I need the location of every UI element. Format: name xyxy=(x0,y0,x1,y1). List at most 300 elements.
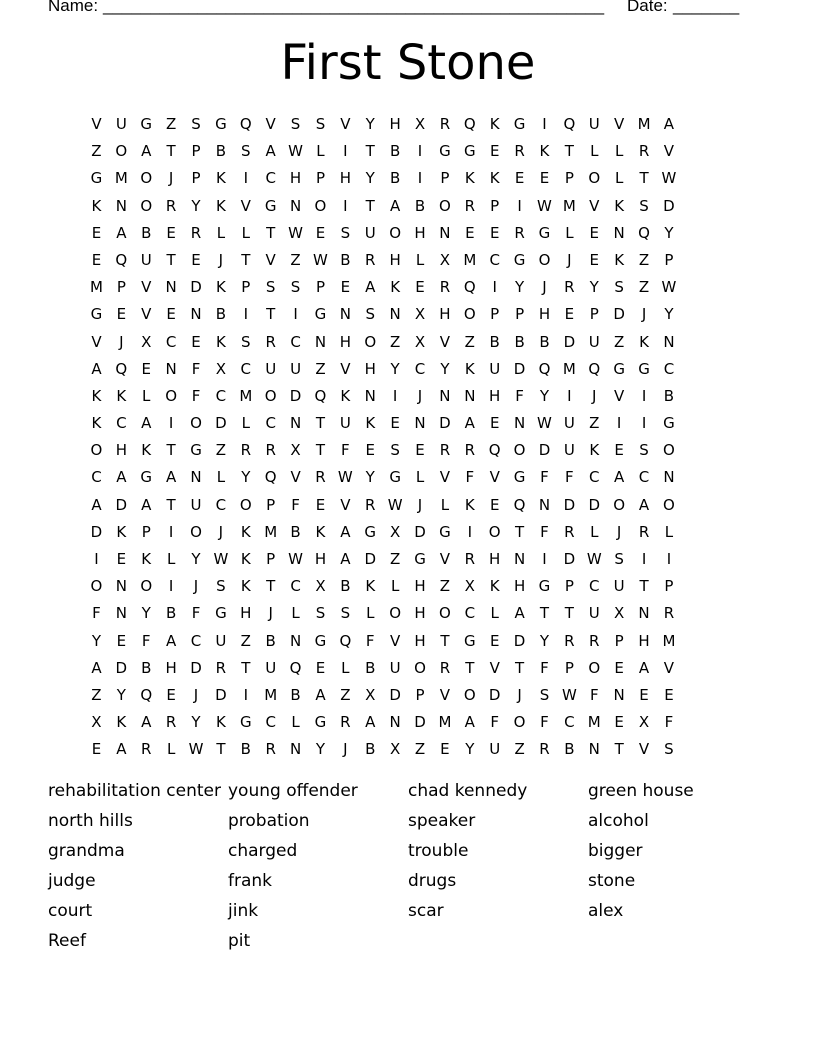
grid-letter[interactable]: V xyxy=(439,468,451,487)
grid-letter[interactable]: Q xyxy=(314,386,327,405)
grid-letter[interactable]: T xyxy=(216,740,226,759)
grid-letter[interactable]: F xyxy=(589,685,599,704)
grid-letter[interactable]: B xyxy=(365,658,376,677)
grid-letter[interactable]: F xyxy=(664,713,674,732)
grid-letter[interactable]: U xyxy=(265,658,277,677)
grid-letter[interactable]: T xyxy=(440,631,450,650)
grid-letter[interactable]: N xyxy=(289,196,302,215)
grid-letter[interactable]: R xyxy=(265,740,276,759)
grid-letter[interactable]: G xyxy=(190,441,202,460)
grid-letter[interactable]: K xyxy=(365,414,376,433)
grid-letter[interactable]: N xyxy=(389,713,401,732)
grid-letter[interactable]: B xyxy=(340,250,351,269)
grid-letter[interactable]: G xyxy=(314,713,327,732)
grid-letter[interactable]: E xyxy=(191,332,201,351)
grid-letter[interactable]: X xyxy=(464,577,475,596)
grid-letter[interactable]: T xyxy=(315,441,326,460)
grid-letter[interactable]: C xyxy=(414,359,426,378)
grid-letter[interactable]: F xyxy=(365,631,375,650)
grid-letter[interactable]: I xyxy=(168,577,174,596)
grid-letter[interactable]: O xyxy=(140,169,153,188)
grid-letter[interactable]: V xyxy=(439,685,451,704)
grid-letter[interactable]: X xyxy=(414,332,426,351)
grid-letter[interactable]: I xyxy=(467,522,473,541)
grid-letter[interactable]: F xyxy=(341,441,350,460)
grid-letter[interactable]: Q xyxy=(115,359,128,378)
grid-letter[interactable]: D xyxy=(663,196,675,215)
grid-letter[interactable]: K xyxy=(116,386,127,405)
grid-letter[interactable]: E xyxy=(589,223,599,242)
grid-letter[interactable]: I xyxy=(517,196,522,215)
grid-letter[interactable]: I xyxy=(293,305,298,324)
grid-letter[interactable]: C xyxy=(91,468,102,487)
grid-letter[interactable]: G xyxy=(140,468,153,487)
grid-letter[interactable]: L xyxy=(415,468,425,487)
grid-letter[interactable]: L xyxy=(241,414,250,433)
grid-letter[interactable]: B xyxy=(340,577,351,596)
grid-letter[interactable]: C xyxy=(589,468,600,487)
grid-letter[interactable]: L xyxy=(490,604,499,623)
grid-letter[interactable]: A xyxy=(614,468,625,487)
grid-letter[interactable]: A xyxy=(91,359,102,378)
grid-letter[interactable]: C xyxy=(663,359,675,378)
grid-letter[interactable]: K xyxy=(240,577,251,596)
grid-letter[interactable]: C xyxy=(265,414,276,433)
grid-letter[interactable]: E xyxy=(340,278,351,297)
grid-letter[interactable]: W xyxy=(337,468,353,487)
grid-letter[interactable]: Z xyxy=(589,414,600,433)
grid-letter[interactable]: N xyxy=(439,386,451,405)
grid-letter[interactable]: N xyxy=(314,332,327,351)
grid-letter[interactable]: X xyxy=(141,332,152,351)
grid-letter[interactable]: E xyxy=(116,305,127,324)
grid-letter[interactable]: O xyxy=(264,386,277,405)
grid-letter[interactable]: D xyxy=(613,305,625,324)
grid-letter[interactable]: E xyxy=(489,631,500,650)
grid-letter[interactable]: E xyxy=(639,685,649,704)
grid-letter[interactable]: D xyxy=(190,658,202,677)
grid-letter[interactable]: M xyxy=(637,115,651,133)
grid-letter[interactable]: J xyxy=(517,685,522,704)
grid-letter[interactable]: C xyxy=(240,359,252,378)
grid-letter[interactable]: Y xyxy=(91,631,102,650)
grid-letter[interactable]: K xyxy=(489,577,500,596)
grid-letter[interactable]: A xyxy=(141,495,152,514)
grid-letter[interactable]: N xyxy=(613,685,625,704)
grid-letter[interactable]: L xyxy=(166,550,176,568)
grid-letter[interactable]: V xyxy=(390,631,401,650)
grid-letter[interactable]: N xyxy=(638,604,650,623)
grid-letter[interactable]: O xyxy=(663,441,675,460)
grid-letter[interactable]: A xyxy=(116,740,127,759)
grid-letter[interactable]: E xyxy=(589,250,599,269)
grid-letter[interactable]: M xyxy=(587,713,601,732)
grid-letter[interactable]: I xyxy=(492,278,497,297)
grid-letter[interactable]: N xyxy=(289,740,302,759)
grid-letter[interactable]: R xyxy=(190,223,202,242)
grid-letter[interactable]: D xyxy=(414,522,426,541)
grid-letter[interactable]: H xyxy=(414,631,426,650)
grid-letter[interactable]: Y xyxy=(365,115,375,133)
grid-letter[interactable]: B xyxy=(539,332,550,351)
grid-letter[interactable]: K xyxy=(489,169,500,188)
grid-letter[interactable]: F xyxy=(191,604,201,623)
grid-letter[interactable]: T xyxy=(166,495,176,514)
grid-letter[interactable]: A xyxy=(165,631,177,650)
grid-letter[interactable]: K xyxy=(340,386,351,405)
grid-letter[interactable]: N xyxy=(464,386,476,405)
grid-letter[interactable]: D xyxy=(215,414,227,433)
grid-letter[interactable]: E xyxy=(315,495,326,514)
grid-letter[interactable]: H xyxy=(389,250,401,269)
grid-letter[interactable]: N xyxy=(513,414,526,433)
grid-letter[interactable]: L xyxy=(565,223,574,242)
grid-letter[interactable]: U xyxy=(489,359,501,378)
grid-letter[interactable]: T xyxy=(539,604,550,623)
grid-letter[interactable]: P xyxy=(490,196,500,215)
grid-letter[interactable]: E xyxy=(315,223,326,242)
grid-letter[interactable]: E xyxy=(116,550,127,568)
grid-letter[interactable]: O xyxy=(140,577,153,596)
grid-letter[interactable]: S xyxy=(365,305,375,324)
grid-letter[interactable]: E xyxy=(91,250,102,269)
grid-letter[interactable]: Q xyxy=(339,631,352,650)
grid-letter[interactable]: L xyxy=(241,223,250,242)
grid-letter[interactable]: B xyxy=(414,196,426,215)
grid-letter[interactable]: C xyxy=(116,414,127,433)
grid-letter[interactable]: N xyxy=(190,468,202,487)
grid-letter[interactable]: O xyxy=(488,522,501,541)
grid-letter[interactable]: C xyxy=(638,468,650,487)
grid-letter[interactable]: L xyxy=(166,740,176,759)
grid-letter[interactable]: M xyxy=(114,169,128,188)
grid-letter[interactable]: D xyxy=(513,631,526,650)
grid-letter[interactable]: Q xyxy=(513,495,526,514)
grid-letter[interactable]: F xyxy=(515,386,524,405)
grid-letter[interactable]: K xyxy=(91,414,102,433)
grid-letter[interactable]: Y xyxy=(191,713,201,732)
grid-letter[interactable]: I xyxy=(641,550,647,568)
grid-letter[interactable]: E xyxy=(191,250,201,269)
grid-letter[interactable]: A xyxy=(265,142,276,161)
grid-letter[interactable]: R xyxy=(589,631,600,650)
grid-letter[interactable]: R xyxy=(514,142,525,161)
grid-letter[interactable]: L xyxy=(415,250,425,269)
grid-letter[interactable]: H xyxy=(414,604,426,623)
grid-letter[interactable]: O xyxy=(588,169,601,188)
grid-letter[interactable]: I xyxy=(94,550,99,568)
grid-letter[interactable]: J xyxy=(268,604,273,623)
grid-letter[interactable]: W xyxy=(661,169,677,188)
grid-letter[interactable]: G xyxy=(439,142,451,161)
grid-letter[interactable]: H xyxy=(489,386,501,405)
grid-letter[interactable]: P xyxy=(315,278,325,297)
grid-letter[interactable]: I xyxy=(666,550,672,568)
grid-letter[interactable]: K xyxy=(91,196,102,215)
grid-letter[interactable]: N xyxy=(115,604,127,623)
grid-letter[interactable]: J xyxy=(616,522,622,541)
grid-letter[interactable]: U xyxy=(115,115,127,133)
grid-letter[interactable]: E xyxy=(116,631,127,650)
grid-letter[interactable]: B xyxy=(290,522,301,541)
grid-letter[interactable]: D xyxy=(215,685,227,704)
grid-letter[interactable]: D xyxy=(563,495,576,514)
grid-letter[interactable]: H xyxy=(489,550,501,568)
grid-letter[interactable]: V xyxy=(265,250,276,269)
grid-letter[interactable]: B xyxy=(489,332,500,351)
grid-letter[interactable]: J xyxy=(168,169,174,188)
grid-letter[interactable]: K xyxy=(91,386,102,405)
grid-letter[interactable]: K xyxy=(365,577,376,596)
grid-letter[interactable]: H xyxy=(538,305,551,324)
grid-letter[interactable]: B xyxy=(141,658,152,677)
grid-letter[interactable]: Q xyxy=(563,115,576,133)
grid-letter[interactable]: S xyxy=(639,196,649,215)
grid-letter[interactable]: L xyxy=(216,468,226,487)
grid-letter[interactable]: I xyxy=(343,196,348,215)
grid-letter[interactable]: S xyxy=(614,550,624,568)
grid-letter[interactable]: T xyxy=(639,169,649,188)
grid-letter[interactable]: O xyxy=(538,250,551,269)
grid-letter[interactable]: M xyxy=(662,631,676,650)
grid-letter[interactable]: C xyxy=(589,577,600,596)
grid-letter[interactable]: K xyxy=(240,522,251,541)
grid-letter[interactable]: P xyxy=(241,278,251,297)
grid-letter[interactable]: L xyxy=(390,577,400,596)
grid-letter[interactable]: D xyxy=(389,685,401,704)
grid-letter[interactable]: R xyxy=(564,522,575,541)
grid-letter[interactable]: A xyxy=(165,468,177,487)
grid-letter[interactable]: A xyxy=(340,522,351,541)
grid-letter[interactable]: P xyxy=(266,495,276,514)
grid-letter[interactable]: P xyxy=(440,169,450,188)
grid-letter[interactable]: X xyxy=(439,250,451,269)
grid-letter[interactable]: N xyxy=(663,468,675,487)
grid-letter[interactable]: Z xyxy=(290,250,301,269)
grid-letter[interactable]: U xyxy=(588,604,600,623)
name-blank-line[interactable]: _____________________________________________________ xyxy=(103,0,605,15)
grid-letter[interactable]: O xyxy=(439,604,451,623)
grid-letter[interactable]: U xyxy=(140,250,152,269)
grid-letter[interactable]: Y xyxy=(440,359,450,378)
grid-letter[interactable]: B xyxy=(240,740,251,759)
grid-letter[interactable]: K xyxy=(215,278,226,297)
grid-letter[interactable]: R xyxy=(539,740,550,759)
grid-letter[interactable]: R xyxy=(439,658,451,677)
grid-letter[interactable]: E xyxy=(440,740,450,759)
grid-letter[interactable]: Y xyxy=(515,278,525,297)
grid-letter[interactable]: E xyxy=(166,223,176,242)
grid-letter[interactable]: B xyxy=(290,685,301,704)
grid-letter[interactable]: F xyxy=(141,631,151,650)
grid-letter[interactable]: P xyxy=(315,169,325,188)
grid-letter[interactable]: O xyxy=(513,441,526,460)
grid-letter[interactable]: J xyxy=(218,250,224,269)
grid-letter[interactable]: G xyxy=(215,604,227,623)
grid-letter[interactable]: L xyxy=(341,658,350,677)
grid-letter[interactable]: A xyxy=(116,223,127,242)
grid-letter[interactable]: N xyxy=(339,305,351,324)
grid-letter[interactable]: O xyxy=(513,713,526,732)
grid-letter[interactable]: A xyxy=(390,196,401,215)
grid-letter[interactable]: C xyxy=(190,631,202,650)
grid-letter[interactable]: K xyxy=(116,522,127,541)
grid-letter[interactable]: O xyxy=(314,196,327,215)
grid-letter[interactable]: R xyxy=(663,604,675,623)
grid-letter[interactable]: E xyxy=(564,305,575,324)
grid-letter[interactable]: G xyxy=(314,631,327,650)
grid-letter[interactable]: R xyxy=(464,196,476,215)
grid-letter[interactable]: M xyxy=(89,278,103,297)
grid-letter[interactable]: S xyxy=(664,740,674,759)
grid-letter[interactable]: T xyxy=(315,414,326,433)
grid-letter[interactable]: P xyxy=(191,169,201,188)
grid-letter[interactable]: E xyxy=(489,142,500,161)
grid-letter[interactable]: O xyxy=(389,604,402,623)
grid-letter[interactable]: E xyxy=(91,740,102,759)
grid-letter[interactable]: Z xyxy=(91,142,102,161)
grid-letter[interactable]: S xyxy=(290,278,301,297)
grid-letter[interactable]: W xyxy=(213,550,229,568)
grid-letter[interactable]: A xyxy=(340,550,351,568)
grid-letter[interactable]: R xyxy=(265,441,276,460)
grid-letter[interactable]: I xyxy=(392,386,398,405)
grid-letter[interactable]: R xyxy=(638,522,650,541)
grid-letter[interactable]: V xyxy=(439,332,451,351)
grid-letter[interactable]: E xyxy=(141,359,151,378)
grid-letter[interactable]: J xyxy=(119,332,124,351)
grid-letter[interactable]: X xyxy=(389,522,401,541)
grid-letter[interactable]: T xyxy=(564,142,574,161)
grid-letter[interactable]: J xyxy=(567,250,572,269)
grid-letter[interactable]: T xyxy=(266,577,276,596)
grid-letter[interactable]: N xyxy=(165,359,177,378)
grid-letter[interactable]: J xyxy=(417,495,423,514)
grid-letter[interactable]: D xyxy=(563,550,576,568)
grid-letter[interactable]: S xyxy=(241,142,251,161)
grid-letter[interactable]: O xyxy=(165,386,178,405)
grid-letter[interactable]: H xyxy=(414,577,426,596)
grid-letter[interactable]: C xyxy=(215,386,227,405)
grid-letter[interactable]: V xyxy=(240,196,251,215)
grid-letter[interactable]: A xyxy=(141,142,152,161)
grid-letter[interactable]: Q xyxy=(289,658,302,677)
grid-letter[interactable]: F xyxy=(540,522,549,541)
grid-letter[interactable]: H xyxy=(439,305,451,324)
grid-letter[interactable]: R xyxy=(464,550,476,568)
grid-letter[interactable]: C xyxy=(489,250,500,269)
grid-letter[interactable]: W xyxy=(188,740,204,759)
grid-letter[interactable]: I xyxy=(168,522,174,541)
grid-letter[interactable]: T xyxy=(365,196,375,215)
grid-letter[interactable]: G xyxy=(140,115,153,133)
grid-letter[interactable]: X xyxy=(215,359,227,378)
grid-letter[interactable]: Y xyxy=(191,550,201,568)
grid-letter[interactable]: P xyxy=(614,631,624,650)
grid-letter[interactable]: U xyxy=(489,740,501,759)
grid-letter[interactable]: E xyxy=(489,495,500,514)
grid-letter[interactable]: R xyxy=(514,223,525,242)
grid-letter[interactable]: X xyxy=(290,441,301,460)
grid-letter[interactable]: W xyxy=(288,142,303,161)
grid-letter[interactable]: V xyxy=(614,115,625,133)
grid-letter[interactable]: K xyxy=(639,332,649,351)
grid-letter[interactable]: N xyxy=(364,386,376,405)
grid-letter[interactable]: S xyxy=(265,278,276,297)
grid-letter[interactable]: E xyxy=(614,713,624,732)
grid-letter[interactable]: F xyxy=(92,604,101,623)
grid-letter[interactable]: P xyxy=(415,685,425,704)
grid-letter[interactable]: O xyxy=(463,685,476,704)
grid-letter[interactable]: T xyxy=(365,142,375,161)
grid-letter[interactable]: F xyxy=(291,495,300,514)
grid-letter[interactable]: U xyxy=(613,577,625,596)
grid-letter[interactable]: V xyxy=(91,115,102,133)
grid-letter[interactable]: E xyxy=(489,223,500,242)
grid-letter[interactable]: R xyxy=(464,441,476,460)
grid-letter[interactable]: A xyxy=(638,495,650,514)
grid-letter[interactable]: R xyxy=(165,196,177,215)
grid-letter[interactable]: T xyxy=(166,441,176,460)
grid-letter[interactable]: Q xyxy=(140,685,153,704)
grid-letter[interactable]: G xyxy=(90,305,103,324)
grid-letter[interactable]: I xyxy=(542,550,547,568)
grid-letter[interactable]: R xyxy=(340,713,351,732)
grid-letter[interactable]: Z xyxy=(215,441,227,460)
grid-letter[interactable]: E xyxy=(91,223,102,242)
grid-letter[interactable]: R xyxy=(439,441,451,460)
grid-letter[interactable]: D xyxy=(588,495,601,514)
grid-letter[interactable]: E xyxy=(489,414,500,433)
grid-letter[interactable]: T xyxy=(639,577,649,596)
grid-letter[interactable]: N xyxy=(663,332,675,351)
grid-letter[interactable]: U xyxy=(364,223,376,242)
grid-letter[interactable]: V xyxy=(340,115,351,133)
grid-letter[interactable]: O xyxy=(239,495,252,514)
grid-letter[interactable]: Y xyxy=(315,740,326,759)
grid-letter[interactable]: S xyxy=(539,685,550,704)
grid-letter[interactable]: A xyxy=(464,713,475,732)
grid-letter[interactable]: R xyxy=(215,658,227,677)
grid-letter[interactable]: H xyxy=(339,169,351,188)
grid-letter[interactable]: K xyxy=(215,332,226,351)
grid-letter[interactable]: I xyxy=(641,414,647,433)
grid-letter[interactable]: L xyxy=(440,495,450,514)
grid-letter[interactable]: P xyxy=(490,305,500,324)
grid-letter[interactable]: R xyxy=(564,631,575,650)
grid-letter[interactable]: V xyxy=(265,115,276,133)
grid-letter[interactable]: V xyxy=(614,386,625,405)
grid-letter[interactable]: L xyxy=(590,522,599,541)
grid-letter[interactable]: H xyxy=(289,169,302,188)
grid-letter[interactable]: S xyxy=(340,604,351,623)
grid-letter[interactable]: X xyxy=(91,713,102,732)
grid-letter[interactable]: T xyxy=(515,522,525,541)
grid-letter[interactable]: J xyxy=(592,386,597,405)
grid-letter[interactable]: S xyxy=(191,115,201,133)
grid-letter[interactable]: Z xyxy=(614,332,625,351)
grid-letter[interactable]: G xyxy=(463,142,476,161)
grid-letter[interactable]: B xyxy=(389,169,401,188)
grid-letter[interactable]: G xyxy=(663,414,675,433)
grid-letter[interactable]: U xyxy=(190,495,202,514)
grid-letter[interactable]: Y xyxy=(191,196,201,215)
grid-letter[interactable]: G xyxy=(513,115,526,133)
grid-letter[interactable]: I xyxy=(567,386,572,405)
grid-letter[interactable]: J xyxy=(343,740,348,759)
grid-letter[interactable]: B xyxy=(564,740,575,759)
grid-letter[interactable]: T xyxy=(166,250,176,269)
